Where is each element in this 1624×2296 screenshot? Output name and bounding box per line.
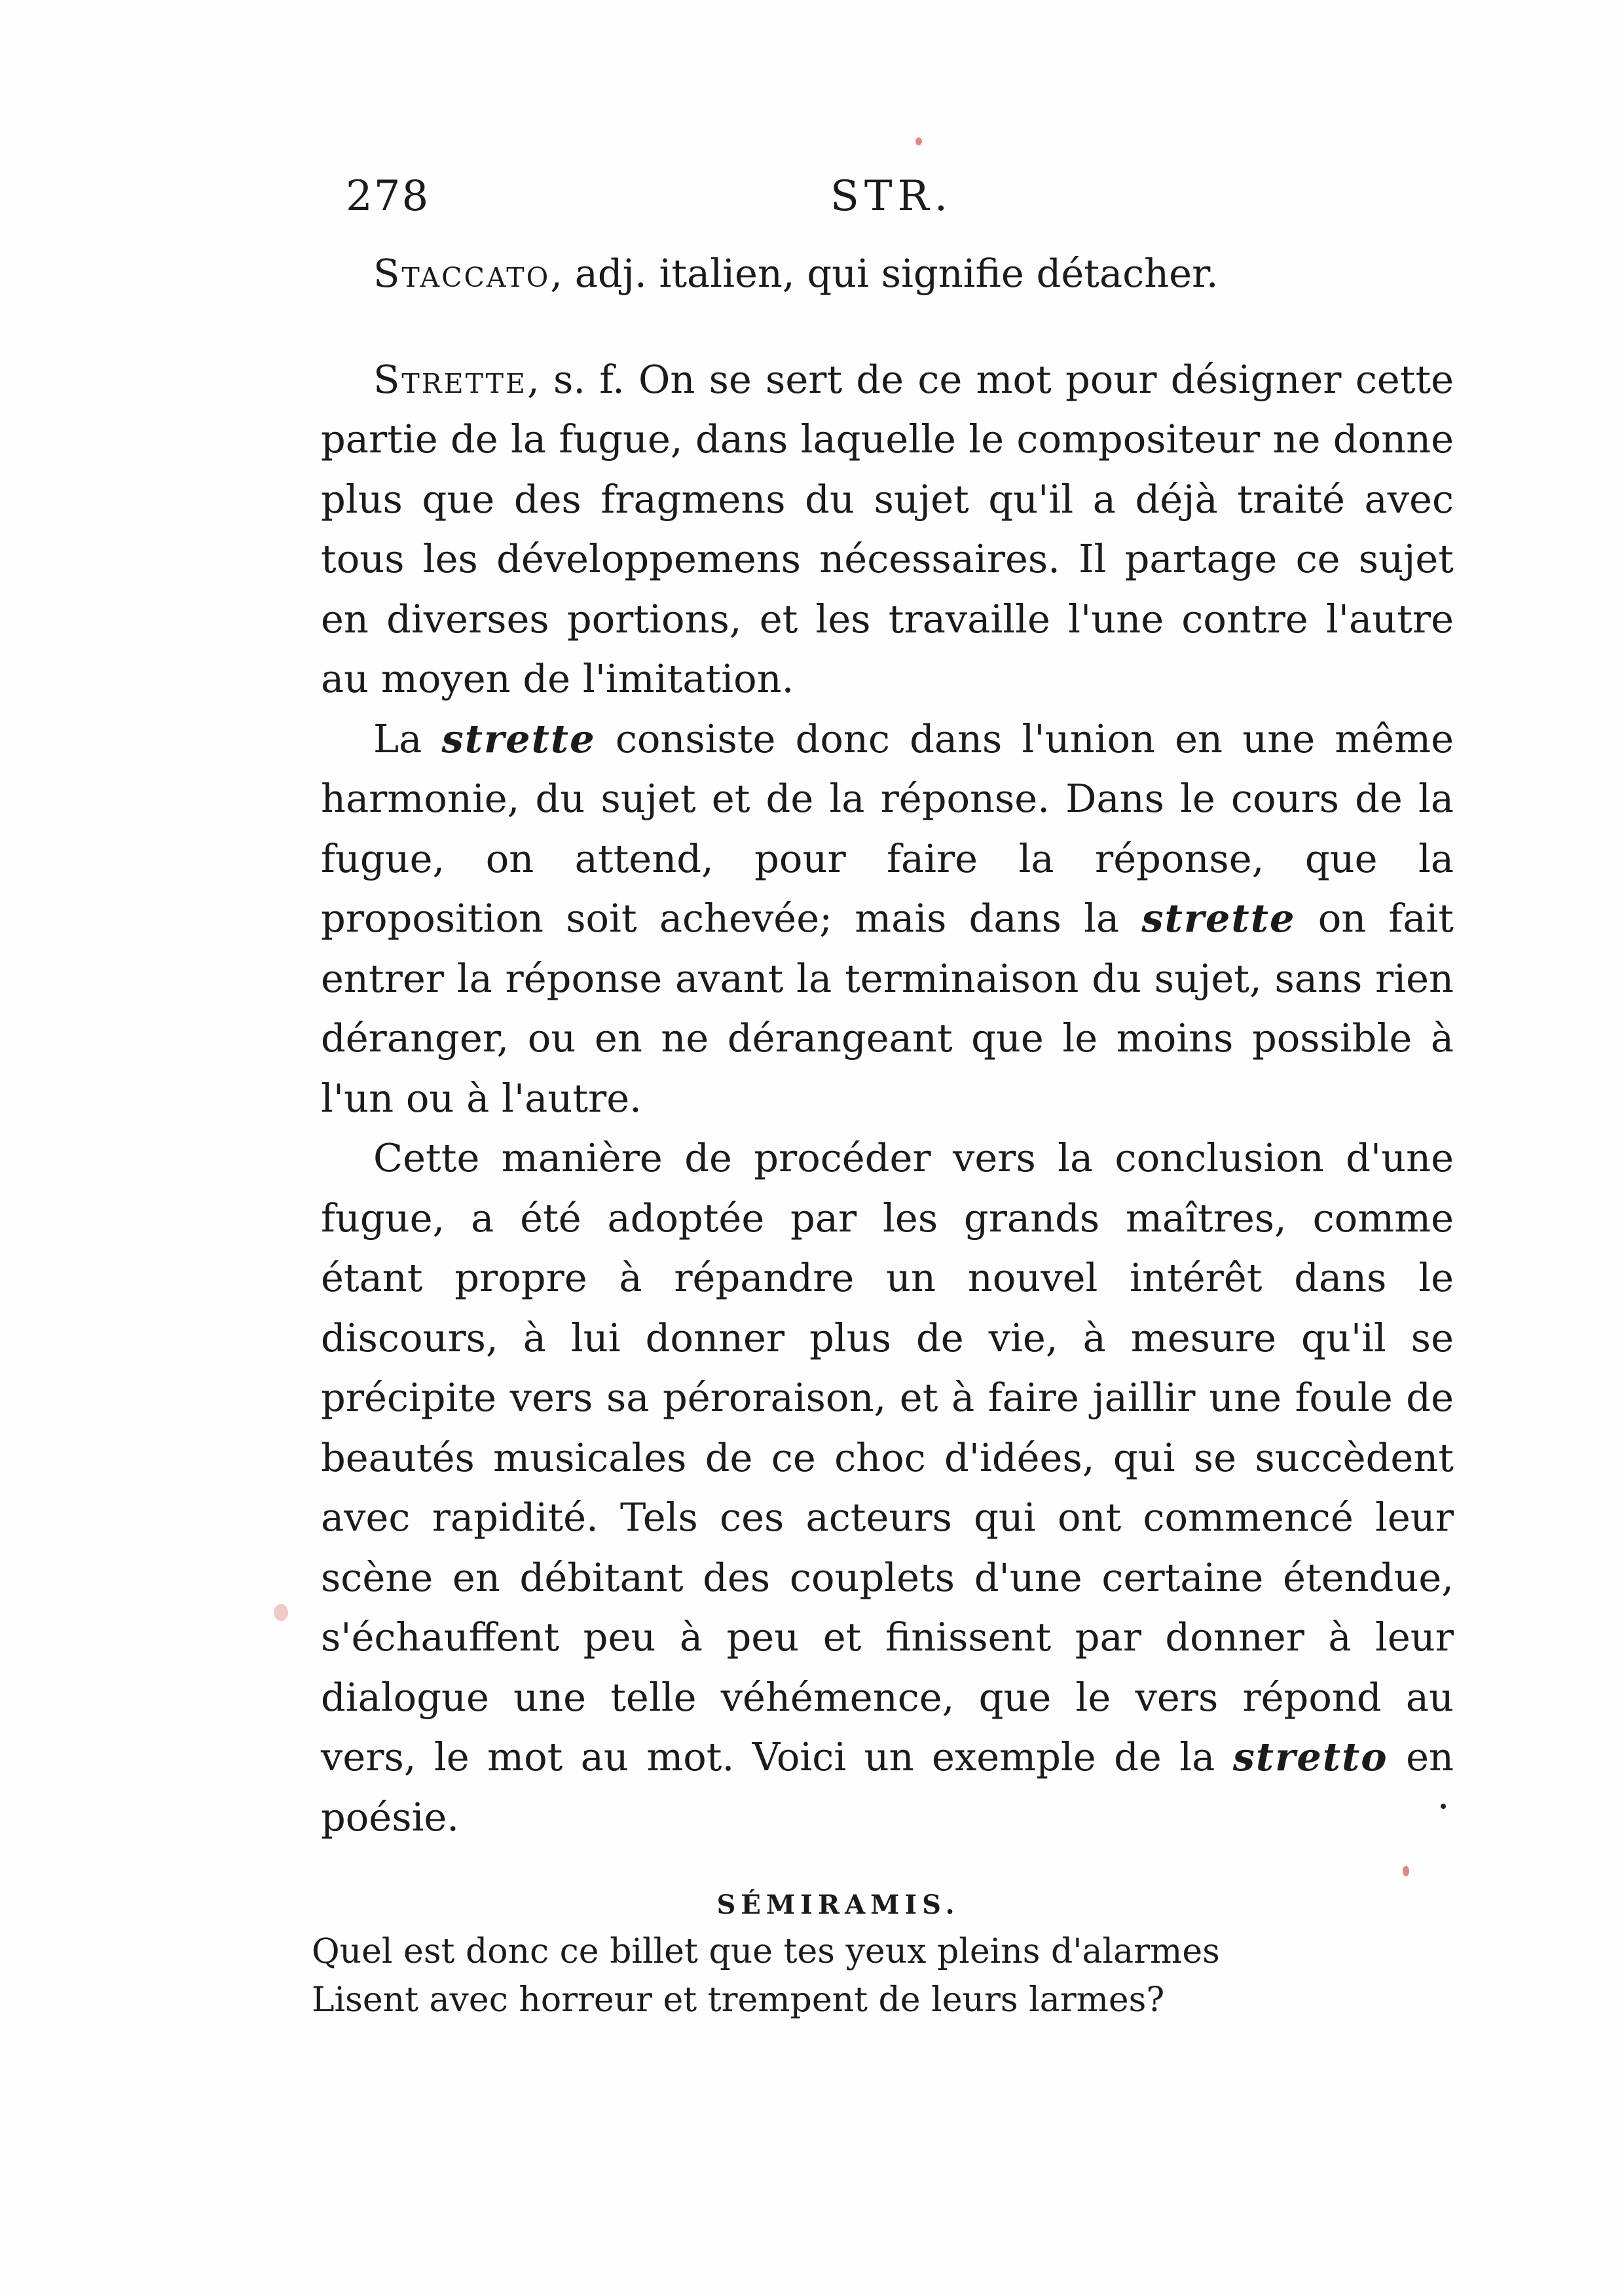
section-title: STR. xyxy=(830,172,953,221)
verse-line: Quel est donc ce billet que tes yeux pleins d'alarmes xyxy=(312,1932,1220,1971)
paragraph-conclusion xyxy=(321,1128,1454,1847)
body-text xyxy=(321,244,1454,1847)
paragraph-text: en poésie. xyxy=(321,1734,1454,1840)
speaker-name: SÉMIRAMIS. xyxy=(716,1889,960,1920)
paragraph-text: on fait entrer la réponse avant la terminaison du sujet, sans rien déranger, ou en ne dérangeant que le moins possible à l'un ou à l'autre. xyxy=(321,896,1454,1121)
paragraph-strette-union xyxy=(321,709,1454,1129)
headword-staccato: Staccato xyxy=(373,251,551,296)
paper-speck xyxy=(915,137,922,145)
paragraph-text: consiste donc dans l'union en une même harmonie, du sujet et de la réponse. Dans le cours de la fugue, on attend, pour faire la réponse, que la proposition soit achevée; mais dans la xyxy=(321,716,1454,941)
headword-strette: Strette xyxy=(373,356,527,402)
paragraph-text: Cette manière de procéder vers la conclusion d'une fugue, a été adoptée par les grands maîtres, comme étant propre à répandre un nouvel intérêt dans le discours, à lui donner plus de vie, à mesure qu'il se précipite vers sa péroraison, et à faire jaillir une foule de beautés musicales de ce choc d'idées, qui se succèdent avec rapidité. Tels ces acteurs qui ont commencé leur scène en débitant des couplets d'une certaine étendue, s'échauffent peu à peu et finissent par donner à leur dialogue une telle véhémence, que le vers répond au vers, le mot au mot. Voici un exemple de la xyxy=(321,1135,1454,1779)
quotation-speaker xyxy=(0,1886,1624,1925)
quotation-verse xyxy=(312,1927,1425,2024)
paper-speck xyxy=(1441,1804,1446,1809)
entry-staccato xyxy=(373,244,1454,304)
paper-speck xyxy=(274,1604,288,1621)
verse-line: Lisent avec horreur et trempent de leurs larmes? xyxy=(312,1980,1165,2020)
entry-strette-text: , s. f. On se sert de ce mot pour désigner cette partie de la fugue, dans laquelle le compositeur ne donne plus que des fragmens du sujet qu'il a déjà traité avec tous les développemens nécessaires. Il partage ce sujet en diverses portions, et les travaille l'une contre l'autre au moyen de l'imitation. xyxy=(321,356,1454,701)
running-head xyxy=(346,167,1467,226)
entry-strette xyxy=(321,350,1454,709)
italic-term: stretto xyxy=(1232,1734,1388,1779)
paper-speck xyxy=(1403,1866,1409,1876)
italic-term: strette xyxy=(441,716,596,761)
italic-term: strette xyxy=(1141,896,1296,941)
page-number: 278 xyxy=(346,172,430,221)
entry-staccato-text: , adj. italien, qui signifie détacher. xyxy=(550,251,1219,296)
paragraph-text: La xyxy=(373,716,442,761)
